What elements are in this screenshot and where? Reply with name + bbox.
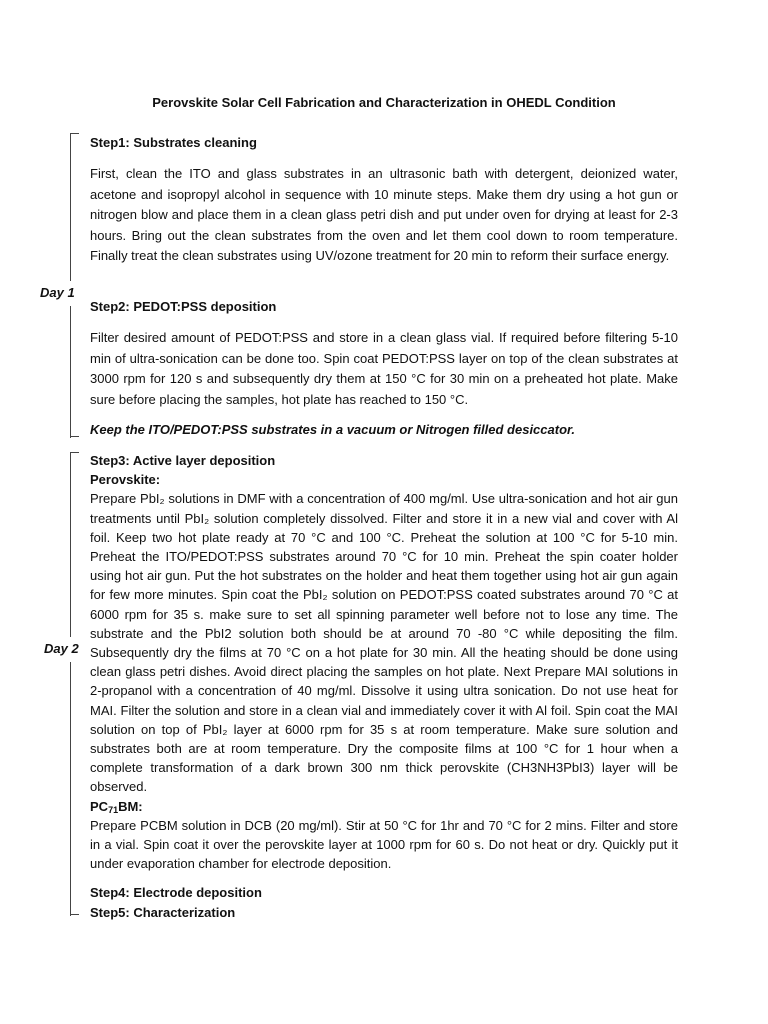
day2-content [90,451,678,922]
pcbm-heading-sub: 71 [108,804,119,815]
step4-heading: Step4: Electrode deposition [90,885,262,901]
pcbm-heading-post: BM: [118,798,143,814]
step1-heading: Step1: Substrates cleaning [90,135,257,150]
day1-label: Day 1 [40,281,75,306]
step5-heading: Step5: Characterization [90,904,236,920]
pcbm-heading-pre: PC [90,798,109,814]
step2-paragraph: Filter desired amount of PEDOT:PSS and store in a clean glass vial. If required before filtering 5-10 min of ultra-sonication can be done too. Spin coat PEDOT:PSS layer on top of the clean substrates at 3000 rpm for 120 s and subsequently dry them at 150 °C for 30 min on a preheated hot plate. Make sure before placing the samples, hot plate has reached to 150 °C. [90,330,678,407]
desiccator-note: Keep the ITO/PEDOT:PSS substrates in a vacuum or Nitrogen filled desiccator. [90,422,575,437]
perovskite-paragraph: Prepare PbI₂ solutions in DMF with a concentration of 400 mg/ml. Use ultra-sonication and hot air gun treatments until PbI₂ solution completely dissolved. Filter and store it in a new vial and cover with Al foil. Keep two hot plate ready at 70 °C and 100 °C. Preheat the solution at 100 °C for 5-10 min. Preheat the ITO/PEDOT:PSS substrates around 70 °C for 10 min. Preheat the spin coater holder using hot air gun. Put the hot substrates on the holder and heat them together using hot air gun again for few more minutes. Spin coat the PbI₂ solution on PEDOT:PSS coated substrates around 70 °C at 6000 rpm for 35 s. make sure to set all spinning parameter well before not to lose any time. The substrate and the PbI2 solution both should be at around 70 -80 °C while depositing the film. Subsequently dry the films at 70 °C on a hot plate for 30 min. All the heating should be done using clean glass petri dishes. Avoid direct placing the samples on hot plate. Next Prepare MAI solutions in 2-propanol with a concentration of 40 mg/ml. Dissolve it using ultra sonication. Do not use heat for MAI. Filter the solution and store in a clean vial and immediately cover it with Al foil. Spin coat the MAI solution on top of PbI₂ layer at 6000 rpm for 35 s at room temperature. Make sure solution and substrates both are at room temperature. Dry the composite films at 100 °C for 1 hour when a complete transformation of a dark brown 300 nm thick perovskite (CH3NH3PbI3) layer will be observed. [90,491,678,795]
day2-bracket [70,452,80,916]
day2-label: Day 2 [44,637,79,662]
step2-heading: Step2: PEDOT:PSS deposition [90,299,277,314]
pcbm-heading [90,797,678,816]
pcbm-paragraph: Prepare PCBM solution in DCB (20 mg/ml). Stir at 50 °C for 1hr and 70 °C for 2 mins. Filter and store in a vial. Spin coat it over the perovskite layer at 1000 rpm for 60 s. Do not heat or dry. Quickly put it under evaporation chamber for electrode deposition. [90,817,678,872]
perovskite-heading: Perovskite: [90,472,161,488]
document-title: Perovskite Solar Cell Fabrication and Characterization in OHEDL Condition [152,95,616,110]
step3-heading: Step3: Active layer deposition [90,453,276,468]
step1-paragraph: First, clean the ITO and glass substrates in an ultrasonic bath with detergent, deionized water, acetone and isopropyl alcohol in sequence with 10 minute steps. Make them dry using a hot gun or nitrogen blow and place them in a clean glass petri dish and put under oven for drying at least for 2-3 hours. Bring out the clean substrates from the oven and let them cool down to room temperature. Finally treat the clean substrates using UV/ozone treatment for 20 min to reform their surface energy. [90,166,678,263]
